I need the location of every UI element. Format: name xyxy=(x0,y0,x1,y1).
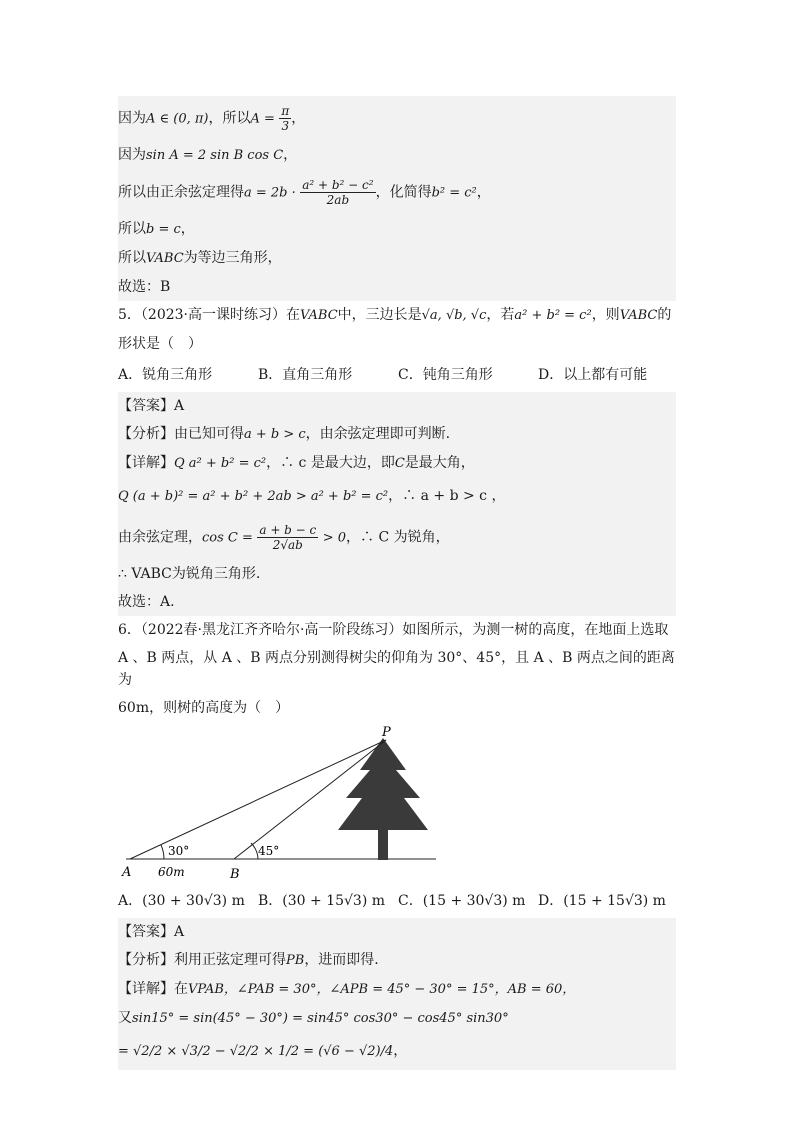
choices xyxy=(118,884,676,918)
choice-d: D．(15 + 15√3) m xyxy=(538,893,666,909)
solution-final: 故选：A. xyxy=(118,594,175,610)
question-stem-cont: 形状是（ ） xyxy=(118,336,202,352)
detail-line: = √2/2 × √3/2 − √2/2 × 1/2 = (√6 − √2)/4， xyxy=(118,1043,408,1059)
choices xyxy=(118,358,676,392)
detail-line: Q (a + b)² = a² + b² + 2ab > a² + b² = c²，∴ a + b > c ， xyxy=(118,488,506,504)
fraction: $\frac{\pi}{3}$ xyxy=(281,104,290,133)
question-stem: 60m，则树的高度为（ ） xyxy=(118,700,290,716)
label-a: A xyxy=(122,865,132,880)
detail-line: ∴ VABC为锐角三角形. xyxy=(118,566,261,582)
choice-c: C．(15 + 30√3) m xyxy=(398,893,526,909)
distance-label: 60m xyxy=(158,865,185,879)
angle-label-b: 45° xyxy=(258,844,280,858)
detail: 【详解】Q a² + b² = c²，∴ c 是最大边，即C是最大角， xyxy=(118,455,475,471)
choice-c: C．钝角三角形 xyxy=(398,367,493,383)
document-page xyxy=(118,96,676,1070)
question-6 xyxy=(118,616,676,918)
analysis: 【分析】由已知可得a + b > c，由余弦定理即可判断. xyxy=(118,426,451,442)
question-5 xyxy=(118,301,676,392)
solution-line: 所以b = c， xyxy=(118,221,195,237)
angle-label-a: 30° xyxy=(168,844,190,858)
solution-block-q4 xyxy=(118,96,676,301)
choice-a: A．(30 + 30√3) m xyxy=(118,893,245,909)
solution-line: 所以VABC为等边三角形， xyxy=(118,250,282,266)
fraction: $\frac{a + b - c}{2√ab}$ xyxy=(259,523,317,552)
choice-b: B．(30 + 15√3) m xyxy=(258,893,386,909)
answer: 【答案】A xyxy=(118,924,185,940)
solution-final: 故选：B xyxy=(118,279,171,295)
question-stem: 5．（2023·高一课时练习）在VABC中，三边长是√a, √b, √c，若a² + b² = c²，则VABC的 xyxy=(118,307,672,323)
solution-block-q5 xyxy=(118,392,676,616)
answer: 【答案】A xyxy=(118,398,185,414)
angle-arc-a xyxy=(161,845,164,859)
detail-line: 又sin15° = sin(45° − 30°) = sin45° cos30° − cos45° sin30° xyxy=(118,1010,509,1026)
detail-line: 由余弦定理，cos C = $\frac{a + b - c}{2√ab}$ > 0，∴ C 为锐角， xyxy=(118,523,450,552)
choice-b: B．直角三角形 xyxy=(258,367,353,383)
sight-line-a xyxy=(130,740,386,859)
tree-height-figure xyxy=(118,724,676,884)
question-stem: 6．（2022春·黑龙江齐齐哈尔·高一阶段练习）如图所示，为测一树的高度，在地面上选取 xyxy=(118,622,669,638)
tree-crown xyxy=(338,738,428,830)
label-b: B xyxy=(230,867,240,882)
solution-block-q6 xyxy=(118,918,676,1070)
choice-a: A．锐角三角形 xyxy=(118,367,213,383)
fraction: $\frac{\text{a² + b² − c²}}{2ab}$ xyxy=(302,178,374,207)
figure-svg xyxy=(118,724,448,884)
label-p: P xyxy=(382,725,391,740)
question-stem: A 、B 两点，从 A 、B 两点分别测得树尖的仰角为 30°、45°，且 A 、B 两点之间的距离为 xyxy=(118,650,675,688)
analysis: 【分析】利用正弦定理可得PB，进而即得. xyxy=(118,952,379,968)
solution-line: 因为A ∈ (0, π)，所以A = $\frac{\pi}{3}$ ， xyxy=(118,104,306,133)
detail: 【详解】在VPAB，∠PAB = 30°，∠APB = 45° − 30° = 15°，AB = 60， xyxy=(118,981,576,997)
solution-line: 所以由正余弦定理得a = 2b · $\frac{\text{a² + b² − c²}}{2ab}$ ，化简得b² = c²， xyxy=(118,178,491,207)
choice-d: D．以上都有可能 xyxy=(538,367,648,383)
solution-line: 因为sin A = 2 sin B cos C， xyxy=(118,147,298,163)
